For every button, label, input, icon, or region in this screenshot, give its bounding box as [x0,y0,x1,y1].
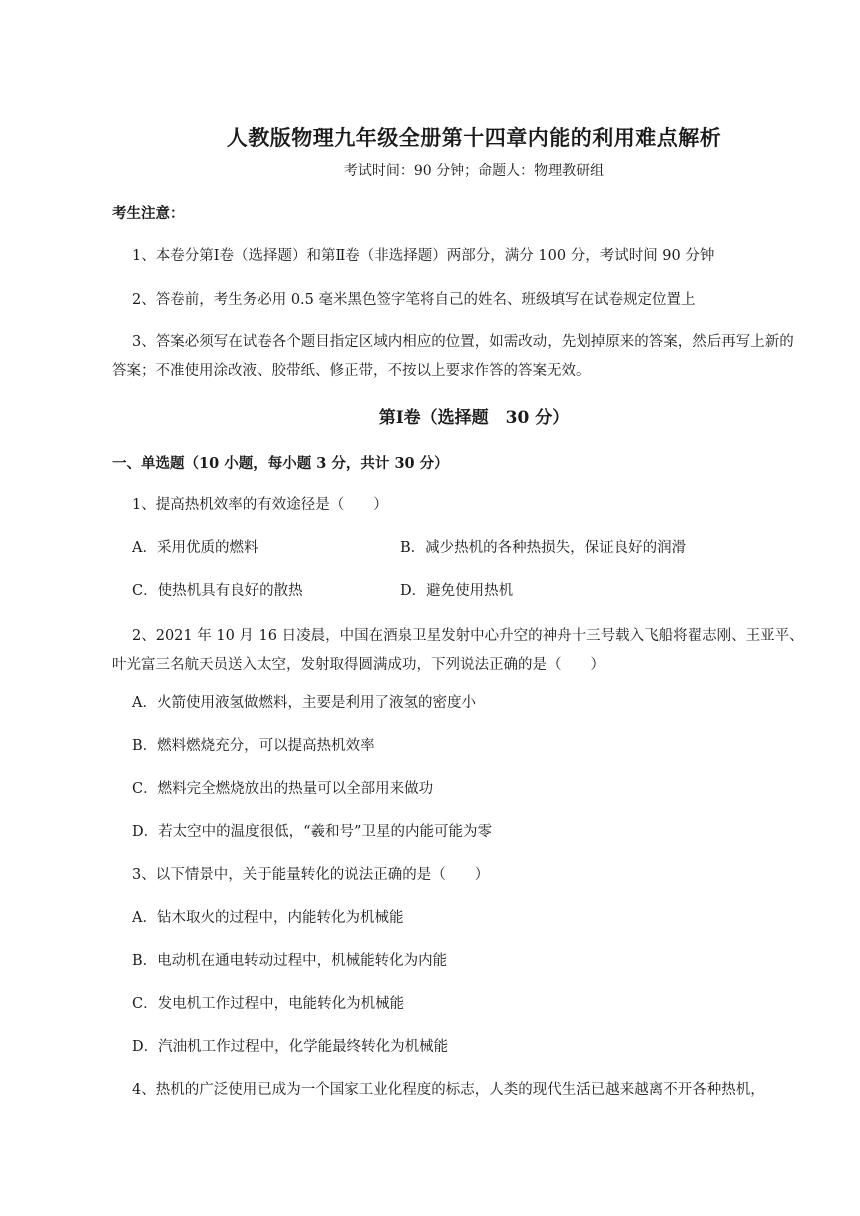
answer-option: C．使热机具有良好的散热 [132,583,303,599]
page-title: 人教版物理九年级全册第十四章内能的利用难点解析 [226,125,722,150]
section-heading: 一、单选题（10 小题，每小题 3 分，共计 30 分） [112,455,449,472]
answer-option: B．减少热机的各种热损失，保证良好的润滑 [400,540,687,556]
question-stem: 2、2021 年 10 月 16 日凌晨，中国在酒泉卫星发射中心升空的神舟十三号载入飞船将翟志刚、王亚平、叶光富三名航天员送入太空，发射取得圆满成功，下列说法正确的是（ ） [112,628,804,673]
exam-info: 考试时间：90 分钟；命题人：物理教研组 [343,163,605,179]
answer-option: D．避免使用热机 [400,583,514,599]
notice-item: 3、答案必须写在试卷各个题目指定区域内相应的位置，如需改动，先划掉原来的答案，然后再写上新的答案；不准使用涂改液、胶带纸、修正带，不按以上要求作答的答案无效。 [112,334,794,379]
answer-option: B．燃料燃烧充分，可以提高热机效率 [132,738,375,754]
part-title: 第Ⅰ卷（选择题 30 分） [378,408,570,428]
answer-option: A．火箭使用液氢做燃料，主要是利用了液氢的密度小 [132,695,476,711]
question-stem: 3、以下情景中，关于能量转化的说法正确的是（ ） [132,867,490,883]
notice-item: 2、答卷前，考生务必用 0.5 毫米黑色签字笔将自己的姓名、班级填写在试卷规定位置上 [132,292,696,308]
answer-option: D．汽油机工作过程中，化学能最终转化为机械能 [132,1039,449,1055]
answer-option: A．钻木取火的过程中，内能转化为机械能 [132,910,404,926]
answer-option: B．电动机在通电转动过程中，机械能转化为内能 [132,953,448,969]
notice-heading: 考生注意： [112,205,185,222]
question-stem: 4、热机的广泛使用已成为一个国家工业化程度的标志，人类的现代生活已越来越离不开各种热机， [132,1082,765,1098]
question-stem: 1、提高热机效率的有效途径是（ ） [132,497,388,513]
notice-item: 1、本卷分第Ⅰ卷（选择题）和第Ⅱ卷（非选择题）两部分，满分 100 分，考试时间 90 分钟 [132,248,715,264]
answer-option: C．发电机工作过程中，电能转化为机械能 [132,996,405,1012]
answer-option: C．燃料完全燃烧放出的热量可以全部用来做功 [132,781,434,797]
answer-option: D．若太空中的温度很低，“羲和号”卫星的内能可能为零 [132,824,492,840]
answer-option: A．采用优质的燃料 [132,540,259,556]
